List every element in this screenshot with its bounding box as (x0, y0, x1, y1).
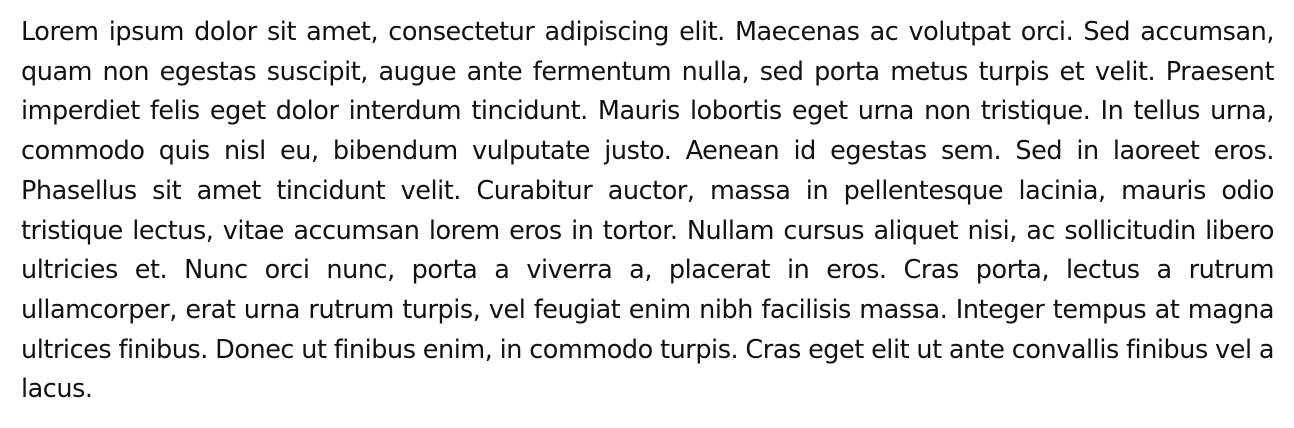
body-paragraph: Lorem ipsum dolor sit amet, consectetur adipiscing elit. Maecenas ac volutpat orci. Sed accumsan, quam non egestas suscipit, augue ante fermentum nulla, sed porta metus turpis et velit. Praesent imperdiet felis eget dolor interdum tincidunt. Mauris lobortis eget urna non tristique. In tellus urna, commodo quis nisl eu, bibendum vulputate justo. Aenean id egestas sem. Sed in laoreet eros. Phasellus sit amet tincidunt velit. Curabitur auctor, massa in pellentesque lacinia, mauris odio tristique lectus, vitae accumsan lorem eros in tortor. Nullam cursus aliquet nisi, ac sollicitudin libero ultricies et. Nunc orci nunc, porta a viverra a, placerat in eros. Cras porta, lectus a rutrum ullamcorper, erat urna rutrum turpis, vel feugiat enim nibh facilisis massa. Integer tempus at magna ultrices finibus. Donec ut finibus enim, in commodo turpis. Cras eget elit ut ante convallis finibus vel a lacus. (21, 17, 1274, 405)
